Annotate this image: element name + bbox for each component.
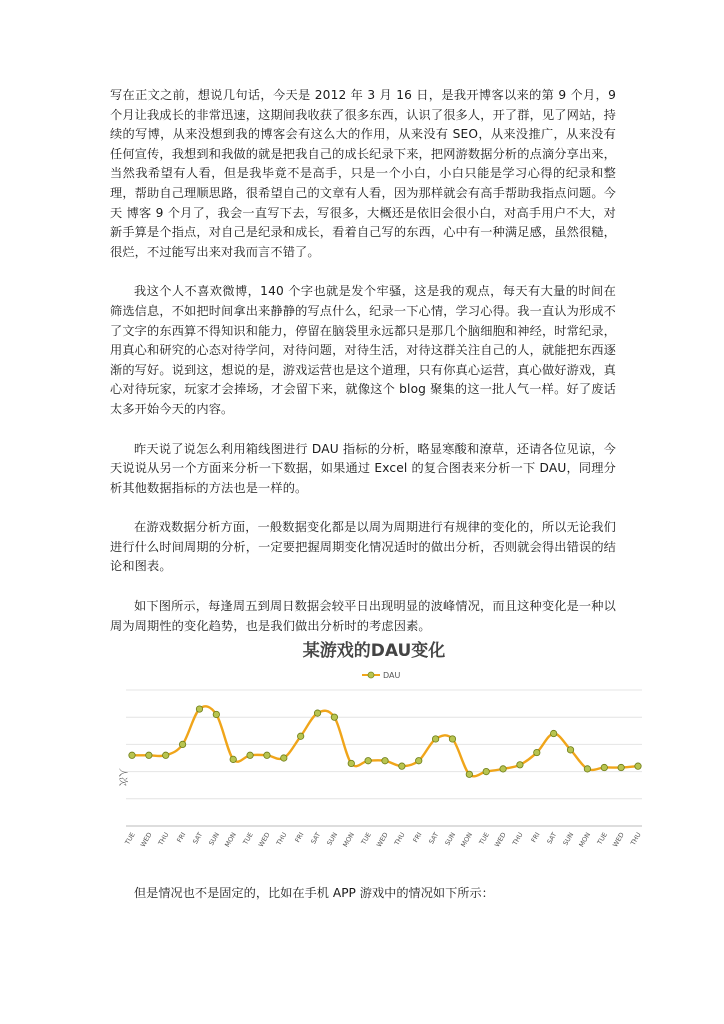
chart-legend	[362, 671, 400, 680]
paragraph-weibo: 我这个人不喜欢微博，140 个字也就是发个牢骚，这是我的观点，每天有大量的时间在筛选信息，不如把时间拿出来静静的写点什么，纪录一下心情，学习心得。我一直认为形成不了文字的东西算不得知识和能力，停留在脑袋里永远都只是那几个脑细胞和神经，时常纪录，用真心和研究的心态对待学问，对待问题，对待生活，对待这群关注自己的人，就能把东西逐渐的写好。说到这，想说的是，游戏运营也是这个道理，只有你真心运营，真心做好游戏，真心对待玩家，玩家才会捧场，才会留下来，就像这个 blog 聚集的这一批人气一样。好了废话太多开始今天的内容。	[110, 284, 616, 416]
legend-label: DAU	[383, 671, 401, 680]
x-tick-label: TUE	[595, 831, 609, 847]
data-point	[635, 763, 641, 769]
data-point	[213, 711, 219, 717]
data-point	[449, 736, 455, 742]
x-tick-label: SUN	[207, 831, 222, 847]
data-point	[230, 756, 236, 762]
data-point	[348, 760, 354, 766]
x-tick-label: SUN	[561, 831, 576, 847]
data-point	[500, 766, 506, 772]
x-tick-label: TUE	[123, 831, 137, 847]
data-point	[281, 755, 287, 761]
article-body	[110, 86, 621, 656]
data-point	[382, 758, 388, 764]
x-tick-label: SUN	[325, 831, 340, 847]
x-tick-label: THU	[274, 831, 289, 847]
data-point	[399, 763, 405, 769]
x-tick-label: MON	[577, 831, 593, 849]
x-tick-label: THU	[628, 831, 643, 847]
data-point	[297, 733, 303, 739]
data-point	[365, 758, 371, 764]
x-tick-label: WED	[375, 831, 390, 849]
data-point	[550, 730, 556, 736]
x-tick-label: SAT	[427, 831, 441, 846]
x-tick-label: WED	[611, 831, 626, 849]
data-point	[601, 764, 607, 770]
x-tick-label: SAT	[545, 831, 559, 846]
x-tick-label: SAT	[309, 831, 323, 846]
data-point	[618, 764, 624, 770]
paragraph-dau-boxplot: 昨天说了说怎么利用箱线图进行 DAU 指标的分析，略显寒酸和潦草，还请各位见谅，今天说说从另一个方面来分析一下数据，如果通过 Excel 的复合图表来分析一下 DAU，同理分析其他数据指标的方法也是一样的。	[110, 441, 616, 495]
data-point	[196, 706, 202, 712]
data-point	[517, 762, 523, 768]
dau-line-chart-svg	[112, 628, 644, 860]
legend-marker	[368, 672, 374, 678]
data-point	[247, 752, 253, 758]
x-tick-label: FRI	[529, 831, 542, 844]
x-tick-label: WED	[256, 831, 272, 849]
data-point	[264, 752, 270, 758]
chart-title: 某游戏的DAU变化	[302, 641, 446, 661]
x-tick-label: THU	[510, 831, 525, 847]
x-tick-label: FRI	[411, 831, 424, 844]
x-tick-label: TUE	[241, 831, 255, 847]
x-tick-label: WED	[138, 831, 154, 849]
chart-plot-area	[129, 706, 641, 778]
x-axis-ticks	[123, 831, 643, 849]
data-point	[331, 714, 337, 720]
y-axis-label: 人次	[117, 768, 127, 787]
x-tick-label: TUE	[359, 831, 373, 847]
data-point	[483, 768, 489, 774]
data-point	[466, 771, 472, 777]
data-point	[163, 752, 169, 758]
x-tick-label: FRI	[293, 831, 306, 844]
data-point	[146, 752, 152, 758]
x-tick-label: MON	[341, 831, 356, 849]
x-tick-label: TUE	[477, 831, 491, 847]
data-point	[314, 710, 320, 716]
x-tick-label: THU	[156, 831, 171, 847]
paragraph-intro: 写在正文之前，想说几句话，今天是 2012 年 3 月 16 日，是我开博客以来的第 9 个月，9 个月让我成长的非常迅速，这期间我收获了很多东西，认识了很多人，开了群，见了网站，持续的写博，从来没想到我的博客会有这么大的作用，从来没有 SEO，从来没推广，从来没有任何宣传，我想到和我做的就是把我自己的成长纪录下来，把网游数据分析的点滴分享出来，当然我希望有人看，但是我毕竟不是高手，只是一个小白，小白只能是学习心得的纪录和整理，帮助自己理顺思路，很希望自己的文章有人看，因为那样就会有高手帮助我指点问题。今天 博客 9 个月了，我会一直写下去，写很多，大概还是依旧会很小白，对高手用户不大，对新手算是个指点，对自己是纪录和成长，看着自己写的东西，心中有一种满足感，虽然很糙，很烂，不过能写出来对我而言不错了。	[110, 88, 621, 259]
x-tick-label: WED	[493, 831, 508, 849]
data-point	[432, 736, 438, 742]
paragraph-closing: 但是情况也不是固定的，比如在手机 APP 游戏中的情况如下所示：	[134, 886, 494, 900]
paragraph-figure-intro: 如下图所示，每逢周五到周日数据会较平日出现明显的波峰情况，而且这种变化是一种以周为周期性的变化趋势，也是我们做出分析时的考虑因素。	[110, 599, 616, 633]
dau-chart	[112, 628, 644, 860]
x-tick-label: MON	[223, 831, 238, 849]
x-tick-label: MON	[459, 831, 475, 849]
data-point	[179, 741, 185, 747]
x-tick-label: SUN	[443, 831, 458, 847]
x-tick-label: FRI	[175, 831, 188, 844]
data-point	[416, 758, 422, 764]
x-tick-label: THU	[392, 831, 407, 847]
data-point	[584, 766, 590, 772]
x-tick-label: SAT	[191, 831, 205, 846]
paragraph-weekly-cycle: 在游戏数据分析方面，一般数据变化都是以周为周期进行有规律的变化的，所以无论我们进行什么时间周期的分析，一定要把握周期变化情况适时的做出分析，否则就会得出错误的结论和图表。	[110, 520, 616, 574]
data-point	[129, 752, 135, 758]
data-point	[534, 749, 540, 755]
data-point	[567, 747, 573, 753]
